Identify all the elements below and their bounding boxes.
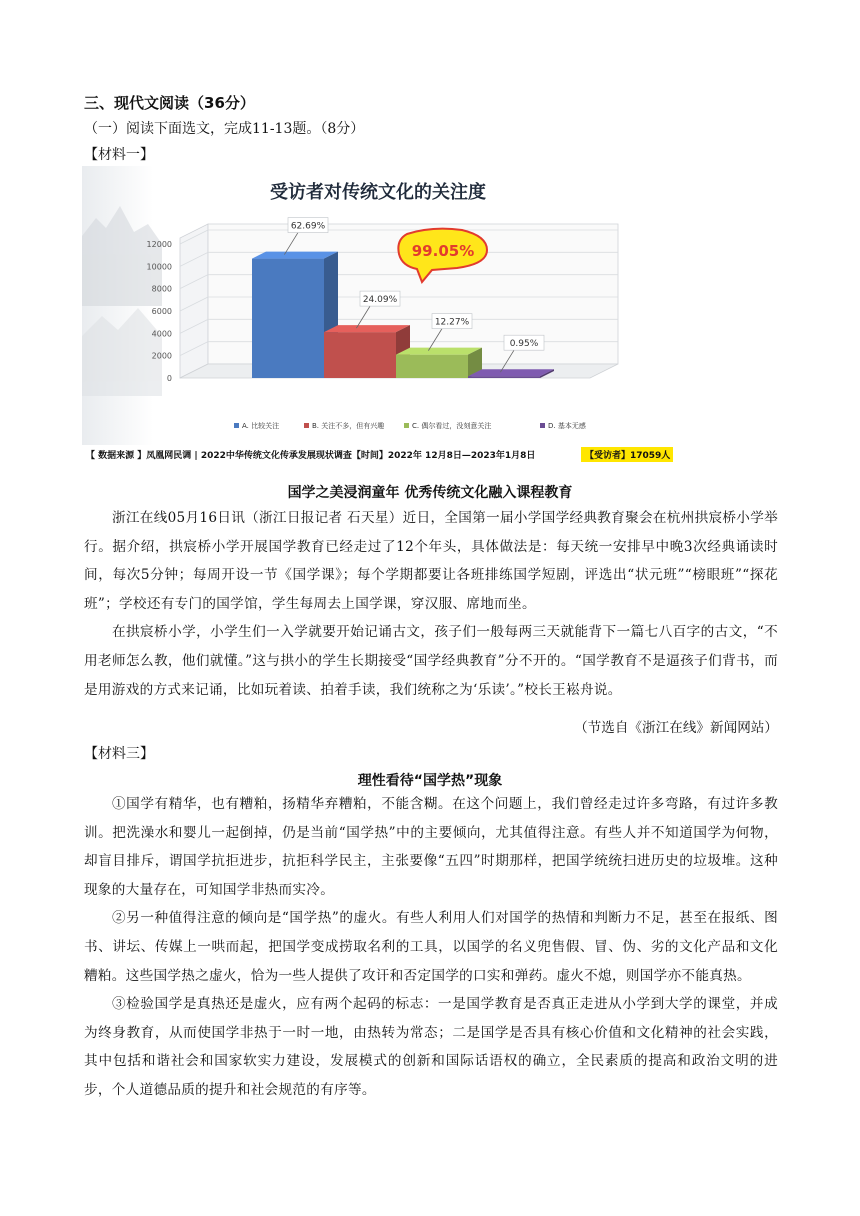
material3-paragraph-2: ②另一种值得注意的倾向是“国学热”的虚火。有些人利用人们对国学的热情和判断力不足，甚至在报纸、图书、讲坛、传媒上一哄而起，把国学变成捞取名利的工具，以国学的名义兜售假、冒、伪、劣的文化产品和文化糟粕。这些国学热之虚火，恰为一些人提供了攻讦和否定国学的口实和弹药。虚火不熄，则国学亦不能真热。 [84,910,778,984]
bar-top [396,348,482,355]
y-tick-label: 2000 [151,351,172,361]
material2-body [84,504,778,704]
y-tick-label: 4000 [151,329,172,339]
chart-side-wall [180,224,208,378]
data-label: 12.27% [434,317,470,328]
material3-paragraph-3: ③检验国学是真热还是虚火，应有两个起码的标志：一是国学教育是否真正走进从小学到大学的课堂，并成为终身教育，从而使国学非热于一时一地，由热转为常态；二是国学是否具有核心价值和文化精神的社会实践，其中包括和谐社会和国家软实力建设，发展模式的创新和国际话语权的确立，全民素质的提高和政治文明的进步，个人道德品质的提升和社会规范的有序等。 [84,996,778,1098]
bar-top [252,252,338,259]
y-tick-label: 0 [166,374,172,383]
legend-item: D. 基本无感 [548,422,586,430]
material1-label: 【材料一】 [84,147,154,163]
source-bar-text: 【 数据来源 】凤凰网民调 | 2022中华传统文化传承发展现状调查【时间】2022年 12月8日—2023年1月8日 [86,451,536,461]
y-tick-label: 10000 [146,262,172,272]
chart-svg [82,166,674,464]
source-bar [82,445,674,464]
y-tick-label: 12000 [146,240,172,249]
material2-paragraph-2: 在拱宸桥小学，小学生们一入学就要开始记诵古文，孩子们一般每两三天就能背下一篇七八百字的古文，“不用老师怎么教，他们就懂。”这与拱小的学生长期接受“国学经典教育”分不开的。“国学教育不是逼孩子们背书，而是用游戏的方式来记诵，比如玩着读、拍着手读，我们统称之为‘乐读’。”校长王崧舟说。 [84,624,778,698]
data-label: 0.95% [509,339,539,350]
bar-front [252,259,324,378]
material2-paragraph-1: 浙江在线05月16日讯（浙江日报记者 石天星）近日，全国第一届小学国学经典教育聚会在杭州拱宸桥小学举行。据介绍，拱宸桥小学开展国学教育已经走过了12个年头，具体做法是：每天统一安排早中晚3次经典诵读时间，每次5分钟；每周开设一节《国学课》；每个学期都要让各班排练国学短剧，评选出“状元班”“榜眼班”“探花班”；学校还有专门的国学馆，学生每周去上国学课，穿汉服、席地而坐。 [84,510,778,612]
bar-front [324,332,396,378]
legend-item: A. 比较关注 [242,422,280,430]
material3-title: 理性看待“国学热”现象 [357,773,503,789]
respondents-text: 【受访者】17059人 [585,451,671,461]
material3-label: 【材料三】 [84,746,154,762]
chart-title: 受访者对传统文化的关注度 [270,182,486,203]
bar-front [396,355,468,378]
data-label: 62.69% [290,221,326,232]
data-label: 24.09% [362,295,398,306]
callout-text: 99.05% [411,242,475,260]
bar-top [468,369,554,376]
material2-source: （节选自《浙江在线》新闻网站） [574,720,778,736]
bar-top [324,325,410,332]
y-tick-label: 6000 [151,307,172,316]
material3-body [84,790,778,1105]
legend-item: C. 偶尔看过，没刻意关注 [412,422,492,430]
material2-title: 国学之美浸润童年 优秀传统文化融入课程教育 [287,485,573,501]
legend-swatch [404,423,409,428]
legend-item: B. 关注不多，但有兴趣 [312,422,385,430]
y-tick-label: 8000 [151,284,172,294]
question-intro: （一）阅读下面选文，完成11-13题。（8分） [84,121,365,137]
bar-front [468,376,540,378]
attention-chart [82,166,674,464]
material3-paragraph-1: ①国学有精华，也有糟粕，扬精华弃糟粕，不能含糊。在这个问题上，我们曾经走过许多弯路，有过许多教训。把洗澡水和婴儿一起倒掉，仍是当前“国学热”中的主要倾向，尤其值得注意。有些人并不知道国学为何物，却盲目排斥，谓国学抗拒进步，抗拒科学民主，主张要像“五四”时期那样，把国学统统扫进历史的垃圾堆。这种现象的大量存在，可知国学非热而实冷。 [84,796,778,898]
legend-swatch [304,423,309,428]
legend-swatch [540,423,545,428]
section-title: 三、现代文阅读（36分） [84,94,255,112]
legend-swatch [234,423,239,428]
mountain-decoration [82,206,162,396]
